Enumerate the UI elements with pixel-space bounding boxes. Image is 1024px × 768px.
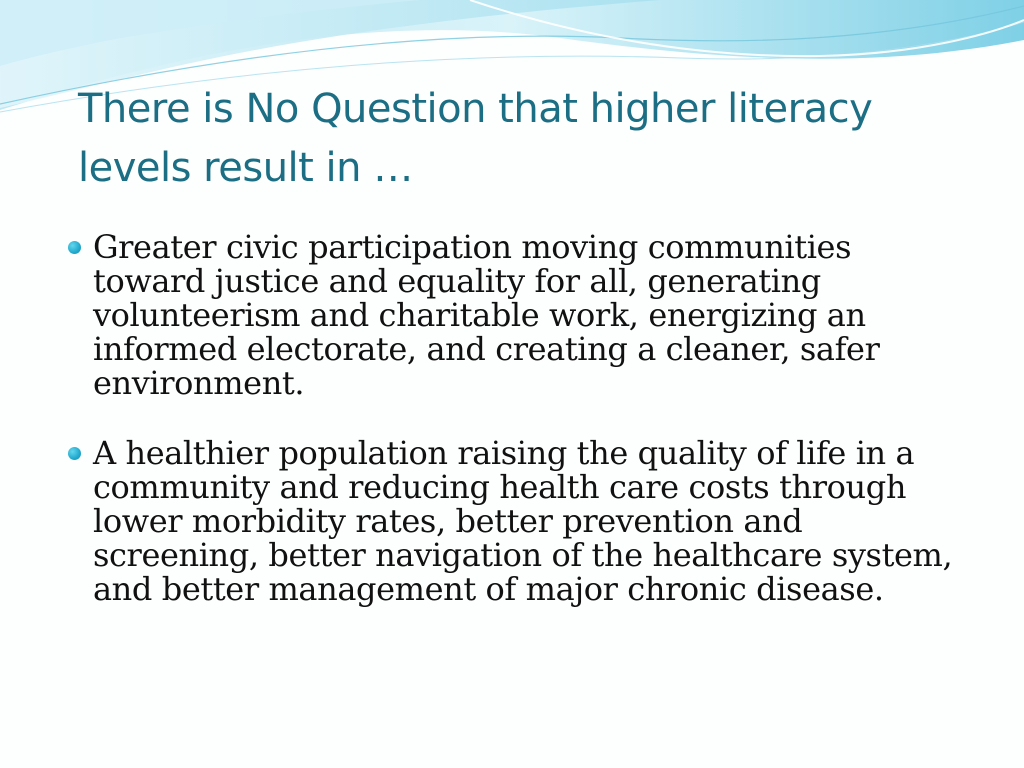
- slide-title: There is No Question that higher literacy levels result in …: [78, 86, 873, 191]
- bullet-item: [60, 230, 970, 400]
- bullet-item: [60, 436, 970, 606]
- bullet-dot-icon: [68, 241, 81, 254]
- bullet-text: Greater civic participation moving communities toward justice and equality for all, generating volunteerism and charitable work, energizing an informed electorate, and creating a cleaner, safer environment.: [93, 228, 880, 402]
- bullet-list: [60, 230, 970, 642]
- bullet-text: A healthier population raising the quality of life in a community and reducing health care costs through lower morbidity rates, better prevention and screening, better navigation of the healthcare system, and better management of major chronic disease.: [93, 434, 953, 608]
- bullet-dot-icon: [68, 447, 81, 460]
